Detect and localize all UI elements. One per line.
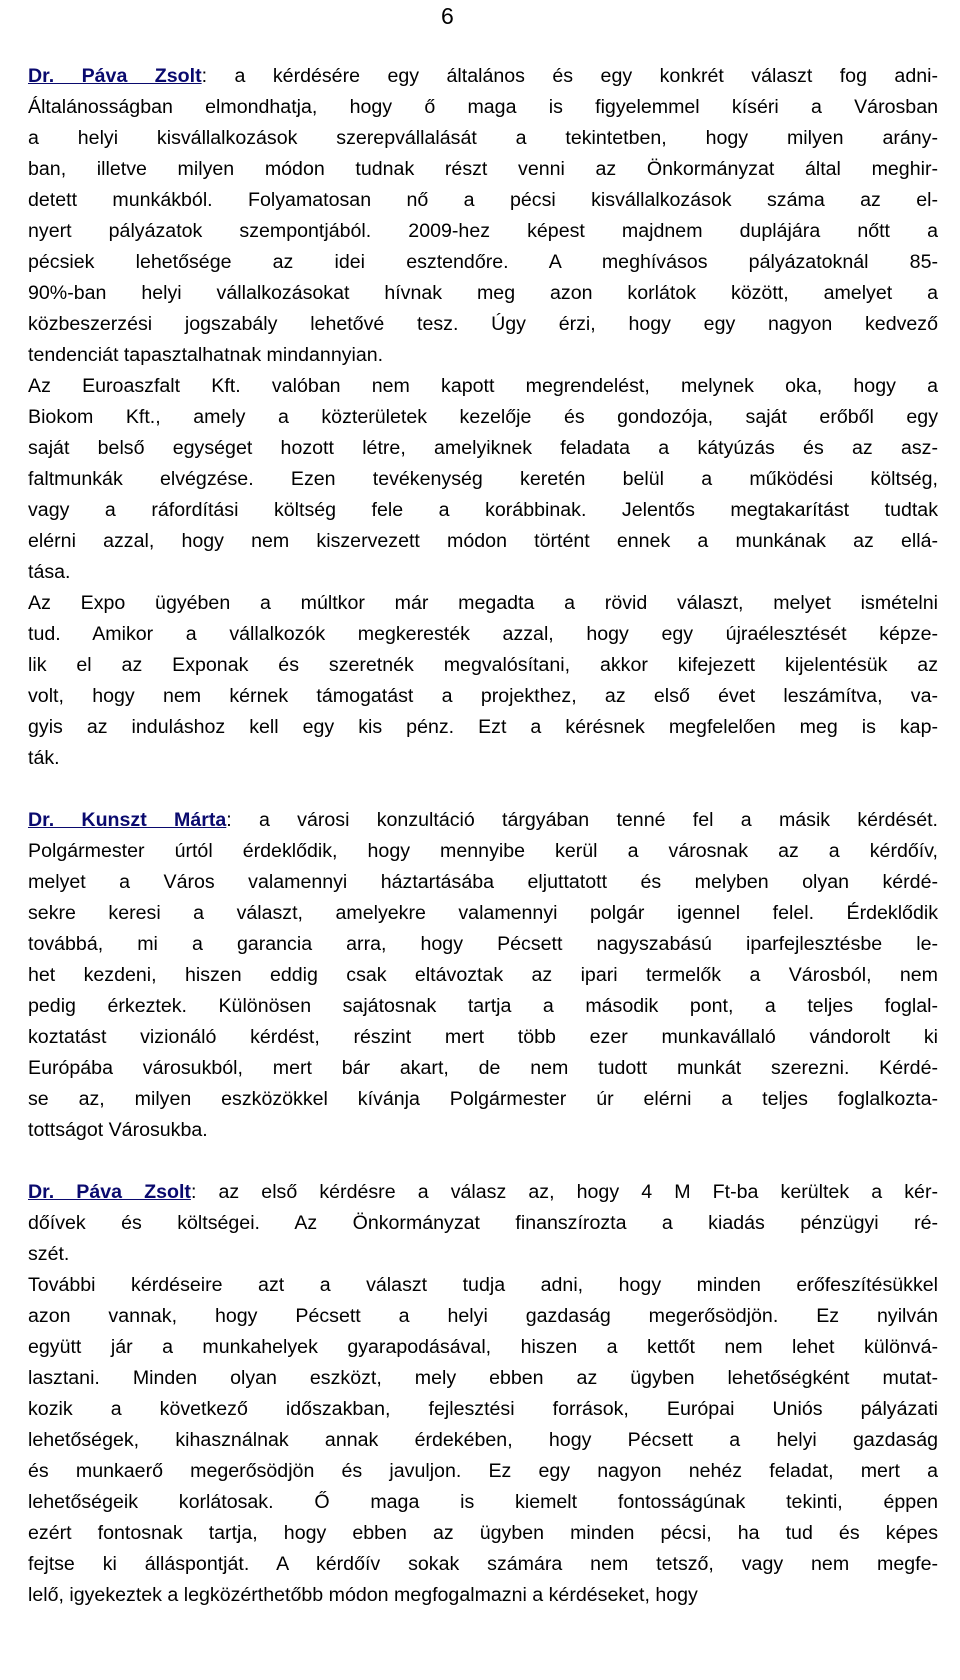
- line-text: Polgármester úrtól érdeklődik, hogy mennyibe kerül a városnak az a kérdőív,: [28, 840, 938, 862]
- text-line: [28, 61, 938, 92]
- text-line: [28, 867, 938, 898]
- text-line: [28, 1053, 938, 1084]
- speaker-name: Dr. Kunszt Márta: [28, 809, 227, 831]
- line-text: Biokom Kft., amely a közterületek kezelője és gondozója, saját erőből egy: [28, 406, 938, 428]
- document-body: [28, 61, 938, 1611]
- text-line: [28, 557, 938, 588]
- line-text: sekre keresi a választ, amelyekre valamennyi polgár igennel felel. Érdeklődik: [28, 902, 938, 924]
- text-line: [28, 1425, 938, 1456]
- page-number: 6: [441, 3, 454, 29]
- line-text: a helyi kisvállalkozások szerepvállalását a tekintetben, hogy milyen arány-: [28, 127, 938, 149]
- text-line: [28, 402, 938, 433]
- line-text: továbbá, mi a garancia arra, hogy Pécsett nagyszabású iparfejlesztésbe le-: [28, 933, 938, 955]
- line-text: együtt jár a munkahelyek gyarapodásával, hiszen a kettőt nem lehet különvá-: [28, 1336, 938, 1358]
- line-text: nyert pályázatok szempontjából. 2009-hez képest majdnem duplájára nőtt a: [28, 220, 938, 242]
- line-text: saját belső egységet hozott létre, amelyiknek feladata a kátyúzás és az asz-: [28, 437, 938, 459]
- line-text: pécsiek lehetősége az idei esztendőre. A meghívásos pályázatoknál 85-: [28, 251, 938, 273]
- text-line: [28, 1084, 938, 1115]
- line-text: ban, illetve milyen módon tudnak részt venni az Önkormányzat által meghir-: [28, 158, 938, 180]
- text-line: [28, 1301, 938, 1332]
- speaker-name: Dr. Páva Zsolt: [28, 1181, 191, 1203]
- text-line: [28, 92, 938, 123]
- text-line: [28, 588, 938, 619]
- text-line: [28, 216, 938, 247]
- line-text: lehetőségek, kihasználnak annak érdekében, hogy Pécsett a helyi gazdaság: [28, 1429, 938, 1451]
- text-line: [28, 309, 938, 340]
- text-line: [28, 929, 938, 960]
- line-text: ezért fontosnak tartja, hogy ebben az ügyben minden pécsi, ha tud és képes: [28, 1522, 938, 1544]
- line-text: szét.: [28, 1243, 70, 1265]
- line-text: Európába városukból, mert bár akart, de nem tudott munkát szerezni. Kérdé-: [28, 1057, 938, 1079]
- line-text: közbeszerzési jogszabály lehetővé tesz. Úgy érzi, hogy egy nagyon kedvező: [28, 313, 938, 335]
- line-text: kozik a következő időszakban, fejlesztési források, Európai Uniós pályázati: [28, 1398, 938, 1420]
- line-text: gyis az induláshoz kell egy kis pénz. Ezt a kérésnek megfelelően meg is kap-: [28, 716, 938, 738]
- line-text: lasztani. Minden olyan eszközt, mely ebben az ügyben lehetőségként mutat-: [28, 1367, 938, 1389]
- line-text: : az első kérdésre a válasz az, hogy 4 M Ft-ba kerültek a kér-: [190, 1181, 939, 1203]
- text-line: [28, 1394, 938, 1425]
- line-text: lelő, igyekeztek a legközérthetőbb módon megfogalmazni a kérdéseket, hogy: [28, 1584, 698, 1606]
- line-text: pedig érkeztek. Különösen sajátosnak tartja a második pont, a teljes foglal-: [28, 995, 938, 1017]
- line-text: het kezdeni, hiszen eddig csak eltávoztak az ipari termelők a Városból, nem: [28, 964, 938, 986]
- paragraph-gap: [28, 1146, 938, 1177]
- text-line: [28, 650, 938, 681]
- line-text: faltmunkák elvégzése. Ezen tevékenység keretén belül a működési költség,: [28, 468, 938, 490]
- text-line: [28, 1363, 938, 1394]
- text-line: [28, 898, 938, 929]
- text-line: [28, 1487, 938, 1518]
- paragraph-gap: [28, 774, 938, 805]
- text-line: [28, 712, 938, 743]
- text-line: [28, 433, 938, 464]
- text-line: [28, 1580, 938, 1611]
- line-text: lehetőségeik korlátosak. Ő maga is kiemelt fontosságúnak tekinti, éppen: [28, 1491, 938, 1513]
- text-line: [28, 185, 938, 216]
- speech-block: [28, 805, 938, 1146]
- text-line: [28, 1239, 938, 1270]
- line-text: elérni azzal, hogy nem kiszervezett módon történt ennek a munkának az ellá-: [28, 530, 938, 552]
- line-text: dőívek és költségei. Az Önkormányzat finanszírozta a kiadás pénzügyi ré-: [28, 1212, 938, 1234]
- speaker-name: Dr. Páva Zsolt: [28, 65, 202, 87]
- text-line: [28, 1270, 938, 1301]
- line-text: tása.: [28, 561, 71, 583]
- line-text: volt, hogy nem kérnek támogatást a projekthez, az első évet leszámítva, va-: [28, 685, 938, 707]
- text-line: [28, 991, 938, 1022]
- text-line: [28, 371, 938, 402]
- line-text: fejtse ki álláspontját. A kérdőív sokak számára nem tetsző, vagy nem megfe-: [28, 1553, 938, 1575]
- line-text: lik el az Exponak és szeretnék megvalósítani, akkor kifejezett kijelentésük az: [28, 654, 938, 676]
- line-text: azon vannak, hogy Pécsett a helyi gazdaság megerősödjön. Ez nyilván: [28, 1305, 938, 1327]
- speech-block: [28, 1177, 938, 1611]
- text-line: [28, 526, 938, 557]
- line-text: : a városi konzultáció tárgyában tenné fel a másik kérdését.: [226, 809, 938, 831]
- text-line: [28, 1115, 938, 1146]
- line-text: detett munkákból. Folyamatosan nő a pécsi kisvállalkozások száma az el-: [28, 189, 938, 211]
- text-line: [28, 1177, 938, 1208]
- text-line: [28, 681, 938, 712]
- line-text: Az Expo ügyében a múltkor már megadta a rövid választ, melyet ismételni: [28, 592, 938, 614]
- text-line: [28, 743, 938, 774]
- line-text: melyet a Város valamennyi háztartásába eljuttatott és melyben olyan kérdé-: [28, 871, 938, 893]
- text-line: [28, 1518, 938, 1549]
- text-line: [28, 123, 938, 154]
- text-line: [28, 278, 938, 309]
- line-text: vagy a ráfordítási költség fele a korábbinak. Jelentős megtakarítást tudtak: [28, 499, 938, 521]
- text-line: [28, 154, 938, 185]
- text-line: [28, 1208, 938, 1239]
- text-line: [28, 1022, 938, 1053]
- text-line: [28, 247, 938, 278]
- line-text: 90%-ban helyi vállalkozásokat hívnak meg azon korlátok között, amelyet a: [28, 282, 938, 304]
- text-line: [28, 960, 938, 991]
- line-text: koztatást vizionáló kérdést, részint mert több ezer munkavállaló vándorolt ki: [28, 1026, 938, 1048]
- text-line: [28, 1549, 938, 1580]
- text-line: [28, 1456, 938, 1487]
- line-text: További kérdéseire azt a választ tudja adni, hogy minden erőfeszítésükkel: [28, 1274, 938, 1296]
- text-line: [28, 1332, 938, 1363]
- text-line: [28, 495, 938, 526]
- line-text: tottságot Városukba.: [28, 1119, 208, 1141]
- line-text: : a kérdésére egy általános és egy konkrét választ fog adni-: [201, 65, 939, 87]
- line-text: ták.: [28, 747, 60, 769]
- line-text: tud. Amikor a vállalkozók megkeresték azzal, hogy egy újraélesztését képze-: [28, 623, 938, 645]
- line-text: se az, milyen eszközökkel kívánja Polgármester úr elérni a teljes foglalkozta-: [28, 1088, 938, 1110]
- line-text: Általánosságban elmondhatja, hogy ő maga is figyelemmel kíséri a Városban: [28, 96, 938, 118]
- line-text: tendenciát tapasztalhatnak mindannyian.: [28, 344, 384, 366]
- text-line: [28, 805, 938, 836]
- line-text: Az Euroaszfalt Kft. valóban nem kapott megrendelést, melynek oka, hogy a: [28, 375, 938, 397]
- line-text: és munkaerő megerősödjön és javuljon. Ez egy nagyon nehéz feladat, mert a: [28, 1460, 938, 1482]
- text-line: [28, 619, 938, 650]
- speech-block: [28, 61, 938, 774]
- text-line: [28, 836, 938, 867]
- text-line: [28, 340, 938, 371]
- text-line: [28, 464, 938, 495]
